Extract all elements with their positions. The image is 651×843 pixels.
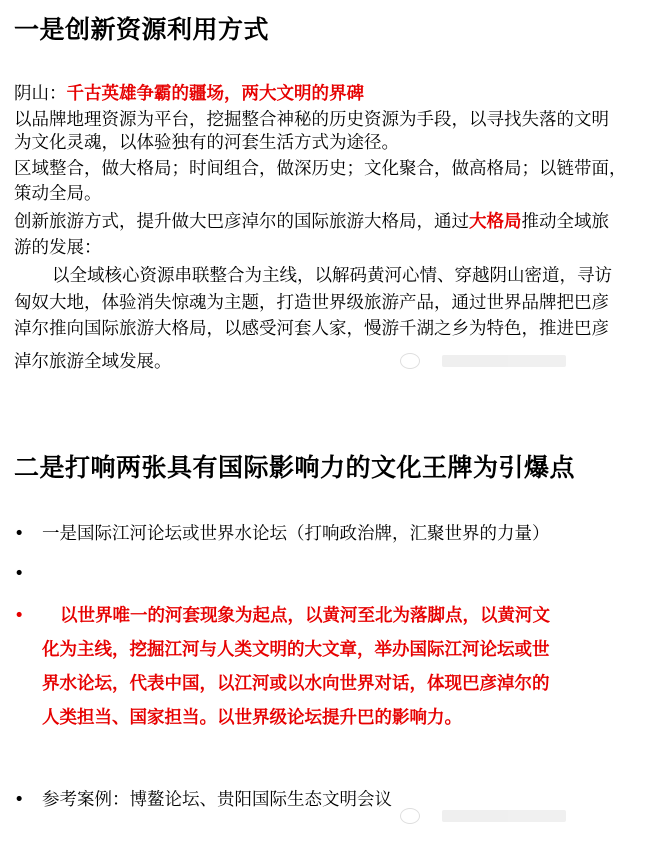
bullet-dot: • xyxy=(14,790,25,810)
section2-heading: 二是打响两张具有国际影响力的文化王牌为引爆点 xyxy=(14,453,576,482)
reference-text: 参考案例：博鳌论坛、贵阳国际生态文明会议 xyxy=(42,790,392,810)
para1-line-1: 以品牌地理资源为平台，挖掘整合神秘的历史资源为手段，以寻找失落的文明 xyxy=(14,110,609,130)
para3-after: 推动全域旅 xyxy=(521,212,609,232)
para4-line-1: 以全域核心资源串联整合为主线，以解码黄河心情、穿越阴山密道，寻访 xyxy=(52,266,612,286)
para2-line-1: 区域整合，做大格局；时间组合，做深历史；文化聚合，做高格局；以链带面， xyxy=(14,159,627,179)
wechat-icon xyxy=(400,353,420,369)
para4-line-2: 匈奴大地，体验消失惊魂为主题，打造世界级旅游产品，通过世界品牌把巴彦 xyxy=(14,293,609,313)
red-para-line-2: 化为主线，挖掘江河与人类文明的大文章，举办国际江河论坛或世 xyxy=(42,640,550,660)
watermark-account-block xyxy=(442,355,566,367)
section1-heading: 一是创新资源利用方式 xyxy=(14,15,270,44)
para1-line-2: 为文化灵魂，以体验独有的河套生活方式为途径。 xyxy=(14,133,399,153)
watermark-2 xyxy=(400,808,566,824)
red-para-line-4: 人类担当、国家担当。以世界级论坛提升巴的影响力。 xyxy=(42,708,462,728)
yinshan-prefix: 阴山： xyxy=(14,84,67,104)
bullet-text-1: 一是国际江河论坛或世界水论坛（打响政治牌，汇聚世界的力量） xyxy=(42,524,550,544)
para3-line-1 xyxy=(14,210,609,234)
bullet-dot-red: • xyxy=(14,606,25,626)
watermark-account-block xyxy=(442,810,566,822)
bullet-dot: • xyxy=(14,524,25,544)
para2-line-2: 策动全局。 xyxy=(14,184,102,204)
para3-before: 创新旅游方式，提升做大巴彦淖尔的国际旅游大格局，通过 xyxy=(14,212,469,232)
red-para-line-3: 界水论坛，代表中国，以江河或以水向世界对话，体现巴彦淖尔的 xyxy=(42,674,550,694)
bullet-dot: • xyxy=(14,564,25,584)
red-para-line-1: 以世界唯一的河套现象为起点，以黄河至北为落脚点，以黄河文 xyxy=(60,606,550,626)
para3-line-2: 游的发展： xyxy=(14,238,102,258)
watermark-1 xyxy=(400,353,566,369)
wechat-icon xyxy=(400,808,420,824)
para4-line-3: 淖尔推向国际旅游大格局，以感受河套人家，慢游千湖之乡为特色，推进巴彦 xyxy=(14,319,609,339)
para3-highlight: 大格局 xyxy=(469,212,522,232)
yinshan-line xyxy=(14,82,364,106)
para4-line-4: 淖尔旅游全域发展。 xyxy=(14,352,172,372)
yinshan-highlight: 千古英雄争霸的疆场，两大文明的界碑 xyxy=(66,84,364,104)
